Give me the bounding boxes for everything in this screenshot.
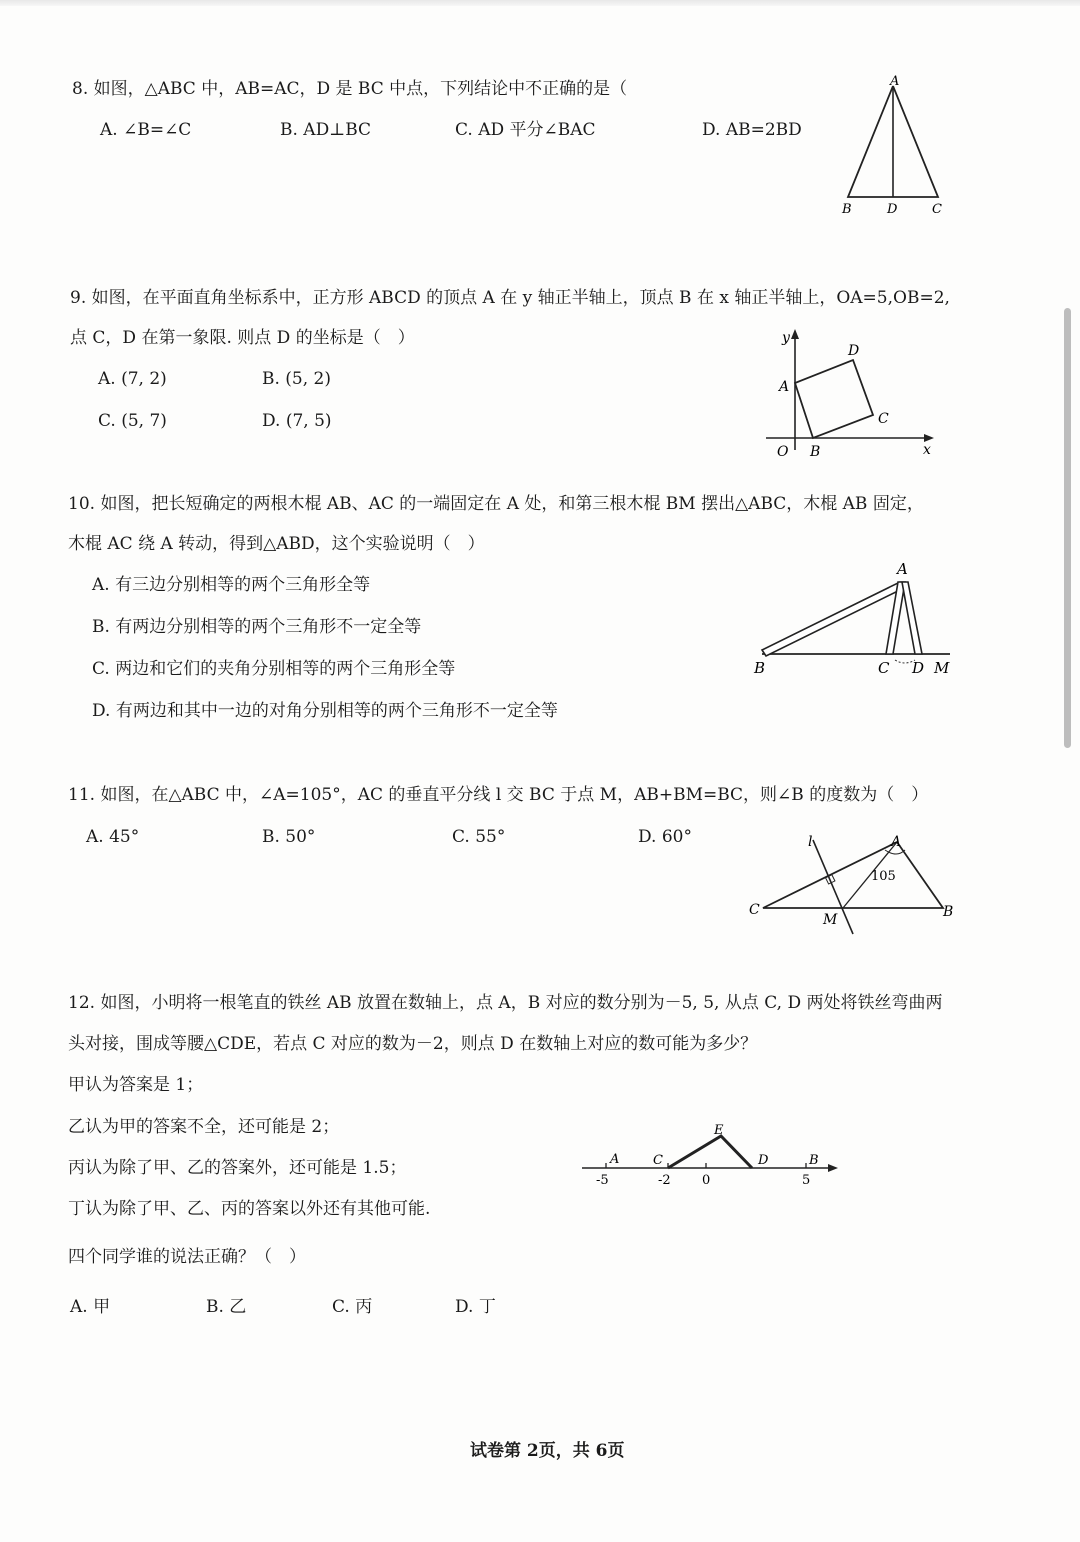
q8-stem: 8. 如图，△ABC 中，AB=AC，D 是 BC 中点，下列结论中不正确的是（ <box>72 79 628 99</box>
q12-label-c: C <box>653 1153 663 1168</box>
q10-label-m: M <box>934 659 950 677</box>
q11-label-m: M <box>823 912 838 928</box>
page-footer: 试卷第 2页，共 6页 <box>470 1441 625 1461</box>
q10-label-a: A <box>897 560 908 578</box>
q8-option-c: C. AD 平分∠BAC <box>455 120 596 140</box>
scrollbar[interactable] <box>1064 308 1071 748</box>
q12-stem-line-7: 四个同学谁的说法正确？（ ） <box>68 1247 306 1267</box>
q9-figure <box>760 325 940 465</box>
q12-stem-line-1: 12. 如图，小明将一根笔直的铁丝 AB 放置在数轴上，点 A，B 对应的数分别为－5, 5, 从点 C, D 两处将铁丝弯曲两 <box>68 993 943 1013</box>
q10-option-b: B. 有两边分别相等的两个三角形不一定全等 <box>92 617 422 637</box>
q10-option-d: D. 有两边和其中一边的对角分别相等的两个三角形不一定全等 <box>92 701 558 721</box>
q12-stem-line-6: 丁认为除了甲、乙、丙的答案以外还有其他可能. <box>68 1199 431 1219</box>
q8-option-d: D. AB=2BD <box>702 120 802 140</box>
q10-label-b: B <box>754 659 766 677</box>
q10-stem-line-2: 木棍 AC 绕 A 转动，得到△ABD，这个实验说明（ ） <box>68 534 485 554</box>
q12-option-a: A. 甲 <box>70 1297 111 1317</box>
q8-option-b: B. AD⊥BC <box>280 120 372 140</box>
q12-stem-line-5: 丙认为除了甲、乙的答案外，还可能是 1.5； <box>68 1158 407 1178</box>
q9-stem-line-1: 9. 如图，在平面直角坐标系中，正方形 ABCD 的顶点 A 在 y 轴正半轴上，顶点 B 在 x 轴正半轴上，OA=5,OB=2, <box>70 288 950 308</box>
q12-number-neg2: -2 <box>658 1173 671 1188</box>
q10-option-a: A. 有三边分别相等的两个三角形全等 <box>92 575 371 595</box>
q10-figure <box>750 560 960 685</box>
q8-label-d: D <box>887 202 898 217</box>
q11-option-b: B. 50° <box>262 827 316 847</box>
q12-number-zero: 0 <box>702 1173 711 1188</box>
q12-figure <box>580 1120 845 1195</box>
q9-option-a: A. (7, 2) <box>98 369 167 389</box>
q11-option-d: D. 60° <box>638 827 692 847</box>
q9-square <box>795 360 873 438</box>
q9-label-c: C <box>878 411 889 427</box>
q10-stick-ab <box>762 582 904 656</box>
q11-label-l: l <box>808 834 813 850</box>
q11-label-a: A <box>891 834 902 850</box>
q10-option-c: C. 两边和它们的夹角分别相等的两个三角形全等 <box>92 659 456 679</box>
top-edge <box>0 0 1080 6</box>
q12-option-c: C. 丙 <box>332 1297 373 1317</box>
q9-option-b: B. (5, 2) <box>262 369 332 389</box>
q12-option-d: D. 丁 <box>455 1297 496 1317</box>
q12-number-neg5: -5 <box>596 1173 609 1188</box>
q12-label-e: E <box>714 1123 724 1138</box>
q12-bent-wire <box>668 1136 752 1168</box>
q9-option-d: D. (7, 5) <box>262 411 332 431</box>
q8-label-c: C <box>932 202 942 217</box>
q11-label-c: C <box>749 902 760 918</box>
q8-figure <box>830 72 960 222</box>
q12-label-b: B <box>809 1153 819 1168</box>
q11-option-c: C. 55° <box>452 827 506 847</box>
q12-label-d: D <box>758 1153 769 1168</box>
q9-x-arrow <box>924 434 934 442</box>
q11-triangle <box>763 842 943 908</box>
q9-label-b: B <box>810 444 821 460</box>
q12-option-b: B. 乙 <box>206 1297 247 1317</box>
q9-label-d: D <box>848 343 860 359</box>
q8-label-a: A <box>890 74 900 89</box>
q11-option-a: A. 45° <box>86 827 140 847</box>
q11-stem: 11. 如图，在△ABC 中，∠A=105°，AC 的垂直平分线 l 交 BC 于点 M，AB+BM=BC，则∠B 的度数为（ ） <box>68 785 929 805</box>
q12-number-5: 5 <box>802 1173 811 1188</box>
q12-label-a: A <box>610 1152 620 1167</box>
q11-label-b: B <box>943 904 954 920</box>
q9-label-o: O <box>777 444 789 460</box>
q9-y-arrow <box>791 329 799 339</box>
q11-figure <box>745 830 965 940</box>
q9-label-x: x <box>923 442 931 458</box>
q12-number-line-arrow <box>828 1164 838 1172</box>
q8-label-b: B <box>842 202 852 217</box>
q9-stem-line-2: 点 C，D 在第一象限. 则点 D 的坐标是（ ） <box>70 328 415 348</box>
q12-stem-line-3: 甲认为答案是 1； <box>68 1075 204 1095</box>
q10-stem-line-1: 10. 如图，把长短确定的两根木棍 AB、AC 的一端固定在 A 处，和第三根木棍 BM 摆出△ABC，木棍 AB 固定， <box>68 494 924 514</box>
q9-label-a: A <box>779 379 790 395</box>
q9-label-y: y <box>782 330 790 346</box>
q11-angle-label: 105 <box>871 869 896 884</box>
q9-option-c: C. (5, 7) <box>98 411 167 431</box>
q8-option-a: A. ∠B=∠C <box>100 120 192 140</box>
q12-stem-line-4: 乙认为甲的答案不全，还可能是 2； <box>68 1117 340 1137</box>
q10-label-d: D <box>912 659 925 677</box>
q10-stick-ad <box>902 582 922 654</box>
q12-stem-line-2: 头对接，围成等腰△CDE，若点 C 对应的数为－2，则点 D 在数轴上对应的数可能为多少？ <box>68 1034 758 1054</box>
q10-label-c: C <box>878 659 890 677</box>
